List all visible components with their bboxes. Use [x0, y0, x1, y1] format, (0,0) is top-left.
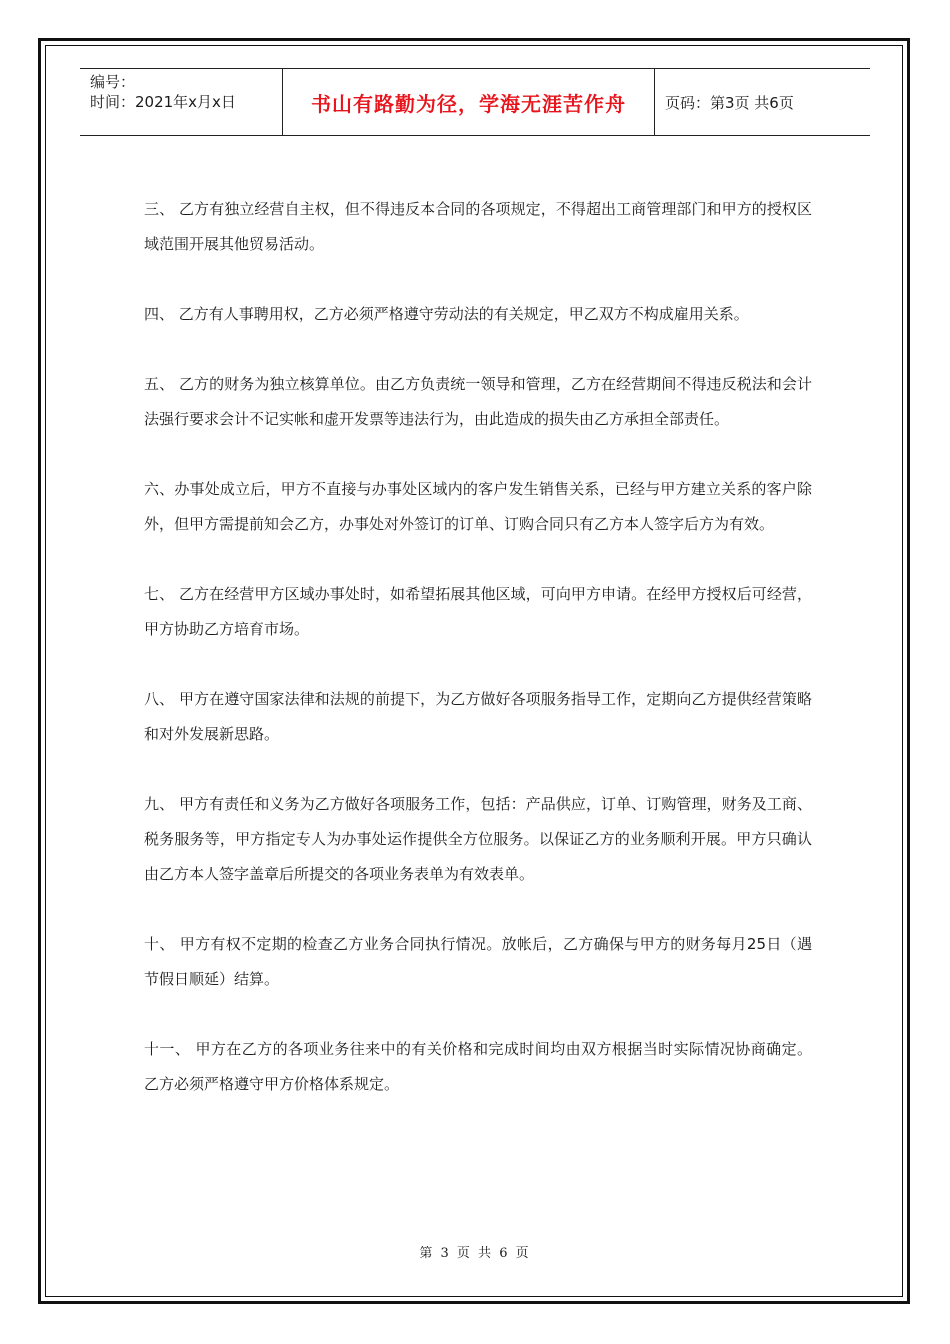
clause-5: 五、 乙方的财务为独立核算单位。由乙方负责统一领导和管理，乙方在经营期间不得违反税法和会计法强行要求会计不记实帐和虚开发票等违法行为，由此造成的损失由乙方承担全部责任。 [144, 375, 812, 428]
header-motto: 书山有路勤为径，学海无涯苦作舟 [283, 69, 655, 135]
clause-10: 十、 甲方有权不定期的检查乙方业务合同执行情况。放帐后，乙方确保与甲方的财务每月25日（遇节假日顺延）结算。 [144, 935, 812, 988]
page-footer: 第 3 页 共 6 页 [419, 1246, 531, 1261]
header-meta [80, 69, 283, 135]
clause-3: 三、 乙方有独立经营自主权，但不得违反本合同的各项规定，不得超出工商管理部门和甲方的授权区域范围开展其他贸易活动。 [144, 200, 812, 253]
clause-11: 十一、 甲方在乙方的各项业务往来中的有关价格和完成时间均由双方根据当时实际情况协商确定。 乙方必须严格遵守甲方价格体系规定。 [144, 1040, 812, 1093]
number-label: 编号： [90, 73, 136, 91]
header-page-info: 页码：第3页 共6页 [665, 93, 794, 112]
time-label: 时间：2021年x月x日 [90, 93, 236, 111]
clause-8: 八、 甲方在遵守国家法律和法规的前提下，为乙方做好各项服务指导工作，定期向乙方提供经营策略和对外发展新思路。 [144, 690, 812, 743]
document-header [80, 68, 870, 136]
clause-4: 四、 乙方有人事聘用权，乙方必须严格遵守劳动法的有关规定，甲乙双方不构成雇用关系。 [144, 305, 749, 323]
clause-9: 九、 甲方有责任和义务为乙方做好各项服务工作，包括：产品供应，订单、订购管理，财务及工商、税务服务等，甲方指定专人为办事处运作提供全方位服务。以保证乙方的业务顺利开展。甲方只确认由乙方本人签字盖章后所提交的各项业务表单为有效表单。 [144, 795, 812, 883]
clause-6: 六、办事处成立后，甲方不直接与办事处区域内的客户发生销售关系，已经与甲方建立关系的客户除外，但甲方需提前知会乙方，办事处对外签订的订单、订购合同只有乙方本人签字后方为有效。 [144, 480, 812, 533]
document-body [144, 192, 812, 1137]
clause-7: 七、 乙方在经营甲方区域办事处时，如希望拓展其他区域，可向甲方申请。在经甲方授权后可经营，甲方协助乙方培育市场。 [144, 585, 812, 638]
